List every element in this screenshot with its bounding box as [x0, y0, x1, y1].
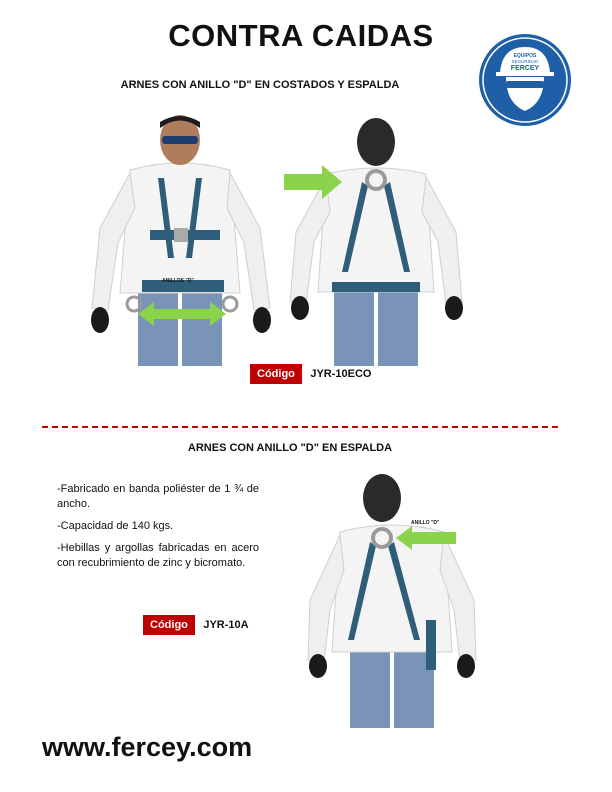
- section2-photo-label: ANILLO "D": [411, 520, 440, 526]
- logo-text-brand: FERCEY: [510, 65, 540, 72]
- section1-subtitle: ARNES CON ANILLO "D" EN COSTADOS Y ESPALDA: [120, 79, 400, 91]
- website-url: www.fercey.com: [42, 732, 253, 762]
- section2-subtitle: ARNES CON ANILLO "D" EN ESPALDA: [187, 442, 393, 454]
- section2-code-label: Código: [143, 615, 195, 635]
- section-divider: [42, 426, 558, 428]
- logo-text-mid: SEGURIDAD: [511, 59, 539, 64]
- page-title: CONTRA CAIDAS: [168, 18, 434, 53]
- section1-code: [250, 364, 371, 384]
- harness-front-photo: [90, 108, 275, 366]
- feature-item: -Capacidad de 140 kgs.: [57, 520, 174, 532]
- fercey-logo: [478, 33, 572, 127]
- section2-code-value: JYR-10A: [203, 619, 249, 631]
- features-list: [57, 482, 259, 578]
- feature-item: -Fabricado en banda poliéster de 1 ¾ de ancho.: [57, 483, 259, 510]
- section1-code-label: Código: [250, 364, 302, 384]
- section2-code: [143, 615, 249, 635]
- harness-back-photo-2: [296, 470, 486, 728]
- harness-back-photo: [282, 112, 468, 366]
- logo-text-top: EQUIPOS: [513, 53, 537, 59]
- section1-code-value: JYR-10ECO: [310, 368, 372, 380]
- section1-photo-label: ANILLOS "D": [162, 278, 194, 284]
- feature-item: -Hebillas y argollas fabricadas en acero con recubrimiento de zinc y bicromato.: [57, 542, 259, 569]
- goggles-icon: [506, 81, 544, 88]
